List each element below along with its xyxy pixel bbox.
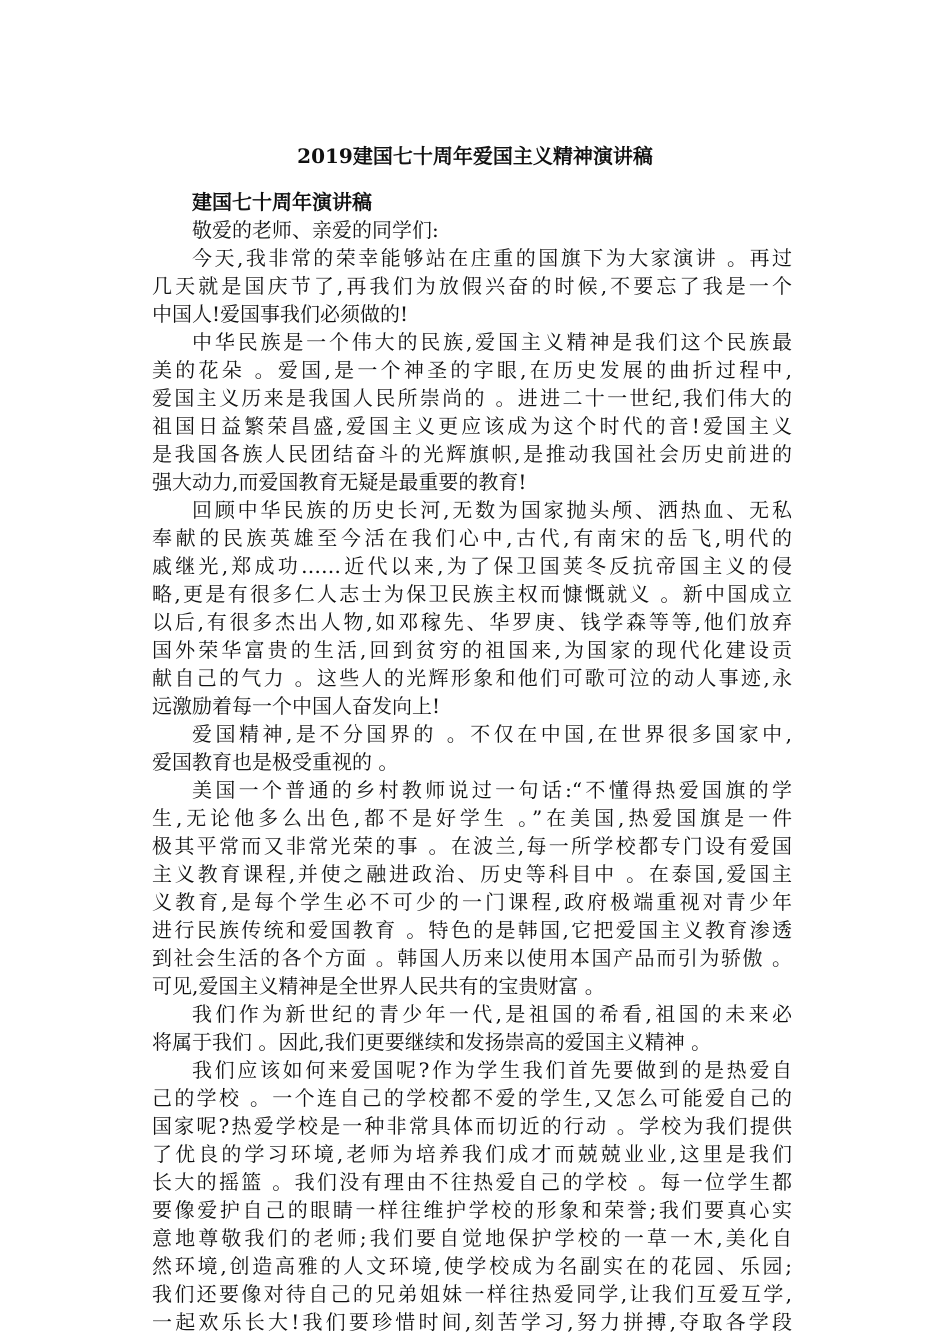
text-line: 要像爱护自己的眼睛一样往维护学校的形象和荣誉;我们要真心实 — [152, 1198, 792, 1222]
section-heading: 建国七十周年演讲稿 — [192, 190, 372, 214]
text-line: 我们作为新世纪的青少年一代,是祖国的希看,祖国的未来必 — [192, 1002, 792, 1026]
text-line: 意地尊敬我们的老师;我们要自觉地保护学校的一草一木,美化自 — [152, 1226, 792, 1250]
text-line: 然环境,创造高雅的人文环境,使学校成为名副实在的花园、乐园; — [152, 1254, 792, 1278]
text-line: 将属于我们 。因此,我们更要继续和发扬崇高的爱国主义精神 。 — [152, 1030, 712, 1054]
text-line: 己的学校 。一个连自己的学校都不爱的学生,又怎么可能爱自己的 — [152, 1086, 792, 1110]
text-line: 几天就是国庆节了,再我们为放假兴奋的时候,不要忘了我是一个 — [152, 274, 792, 298]
text-line: 是我国各族人民团结奋斗的光辉旗帜,是推动我国社会历史前进的 — [152, 442, 792, 466]
text-line: 美国一个普通的乡村教师说过一句话:“不懂得热爱国旗的学 — [192, 778, 792, 802]
text-line: 远激励着每一个中国人奋发向上! — [152, 694, 441, 718]
text-line: 回顾中华民族的历史长河,无数为国家抛头颅、洒热血、无私 — [192, 498, 792, 522]
text-line: 戚继光,郑成功……近代以来,为了保卫国荚冬反抗帝国主义的侵 — [152, 554, 792, 578]
text-line: 极其平常而又非常光荣的事 。在波兰,每一所学校都专门设有爱国 — [152, 834, 792, 858]
text-line: 生,无论他多么出色,都不是好学生 。”在美国,热爱国旗是一件 — [152, 806, 792, 830]
text-line: 美的花朵 。爱国,是一个神圣的字眼,在历史发展的曲折过程中, — [152, 358, 792, 382]
text-line: 以后,有很多杰出人物,如邓稼先、华罗庚、钱学森等等,他们放弃 — [152, 610, 792, 634]
text-line: 我们应该如何来爱国呢?作为学生我们首先要做到的是热爱自 — [192, 1058, 792, 1082]
text-line: 我们还要像对待自己的兄弟姐妹一样往热爱同学,让我们互爱互学, — [152, 1282, 792, 1306]
text-line: 长大的摇篮 。我们没有理由不往热爱自己的学校 。每一位学生都 — [152, 1170, 792, 1194]
text-line: 敬爱的老师、亲爱的同学们: — [192, 218, 439, 242]
text-line: 义教育,是每个学生必不可少的一门课程,政府极端重视对青少年 — [152, 890, 792, 914]
document-title: 2019建国七十周年爱国主义精神演讲稿 — [297, 144, 653, 168]
text-line: 中国人!爱国事我们必须做的! — [152, 302, 409, 326]
text-line: 爱国教育也是极受重视的 。 — [152, 750, 399, 774]
text-line: 爱国精神,是不分国界的 。不仅在中国,在世界很多国家中, — [192, 722, 792, 746]
text-line: 今天,我非常的荣幸能够站在庄重的国旗下为大家演讲 。再过 — [192, 246, 792, 270]
text-line: 到社会生活的各个方面 。韩国人历来以使用本国产品而引为骄傲 。 — [152, 946, 792, 970]
text-line: 奉献的民族英雄至今活在我们心中,古代,有南宋的岳飞,明代的 — [152, 526, 792, 550]
text-line: 进行民族传统和爱国教育 。特色的是韩国,它把爱国主义教育渗透 — [152, 918, 792, 942]
text-line: 国外荣华富贵的生活,回到贫穷的祖国来,为国家的现代化建设贡 — [152, 638, 792, 662]
text-line: 国家呢?热爱学校是一种非常具体而切近的行动 。学校为我们提供 — [152, 1114, 792, 1138]
text-line: 主义教育课程,并使之融进政治、历史等科目中 。在泰国,爱国主 — [152, 862, 792, 886]
text-line: 略,更是有很多仁人志士为保卫民族主权而慷慨就义 。新中国成立 — [152, 582, 792, 606]
text-line: 爱国主义历来是我国人民所崇尚的 。进进二十一世纪,我们伟大的 — [152, 386, 792, 410]
text-line: 了优良的学习环境,老师为培养我们成才而兢兢业业,这里是我们 — [152, 1142, 792, 1166]
text-line: 一起欢乐长大!我们要珍惜时间,刻苦学习,努力拼搏,夺取各学段 — [152, 1310, 792, 1334]
text-line: 祖国日益繁荣昌盛,爱国主义更应该成为这个时代的音!爱国主义 — [152, 414, 792, 438]
text-line: 献自己的气力 。这些人的光辉形象和他们可歌可泣的动人事迹,永 — [152, 666, 792, 690]
document-body — [152, 188, 792, 1336]
paragraph-lines — [152, 216, 792, 1336]
text-line: 可见,爱国主义精神是全世界人民共有的宝贵财富 。 — [152, 974, 605, 998]
text-line: 中华民族是一个伟大的民族,爱国主义精神是我们这个民族最 — [192, 330, 792, 354]
text-line: 强大动力,而爱国教育无疑是最重要的教育! — [152, 470, 527, 494]
